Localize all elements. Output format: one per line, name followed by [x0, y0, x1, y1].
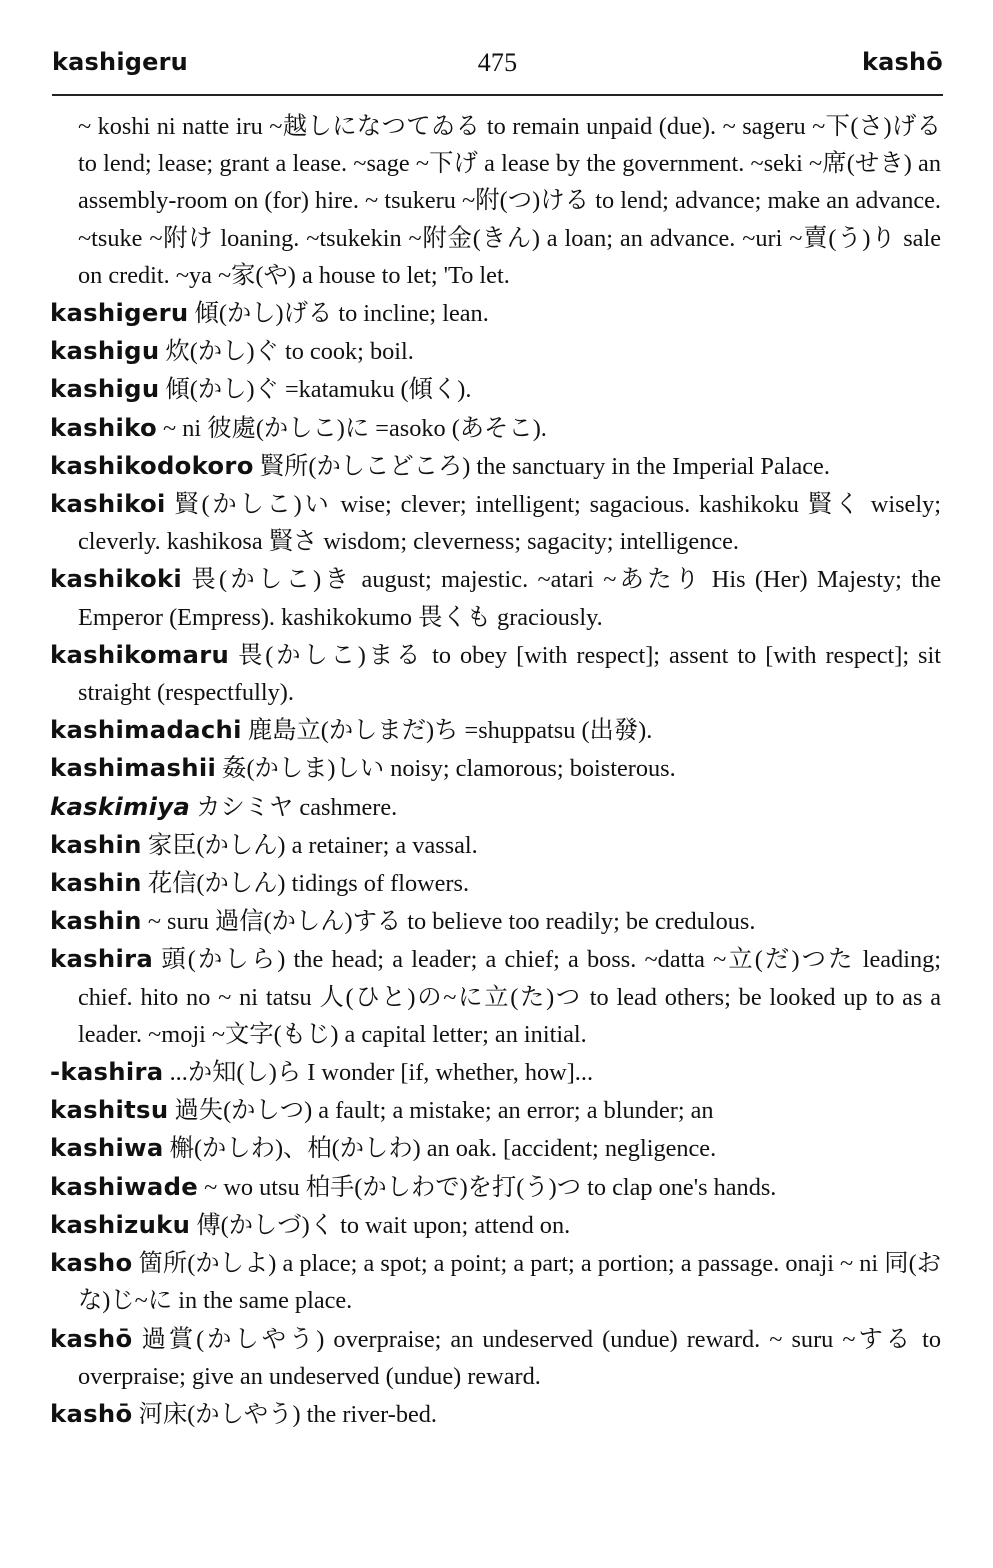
dictionary-entry	[50, 1168, 941, 1206]
dictionary-entry	[50, 1244, 941, 1319]
dictionary-entry	[50, 447, 941, 485]
dictionary-entry	[50, 902, 941, 940]
entry-text: 傅(かしづ)く to wait upon; attend on.	[190, 1211, 571, 1239]
dictionary-entry	[50, 788, 941, 826]
entry-text: ...か知(し)ら I wonder [if, whether, how]...	[163, 1059, 594, 1087]
entry-text: 過賞(かしやう) overpraise; an undeserved (undue) reward. ~ suru ~する to overpraise; give an undeserved (undue) reward.	[78, 1325, 941, 1390]
entry-headword: kashira	[50, 944, 154, 974]
dictionary-entry	[50, 826, 941, 864]
dictionary-entry	[50, 1053, 941, 1091]
entry-headword: kashō	[50, 1323, 133, 1353]
dictionary-entry	[50, 409, 941, 447]
entry-headword: kashin	[50, 868, 142, 898]
dictionary-entry	[50, 1091, 941, 1129]
header-rule	[52, 94, 943, 96]
dictionary-entry	[50, 485, 941, 560]
dictionary-entry	[50, 636, 941, 711]
dictionary-entry	[50, 1129, 941, 1167]
entry-headword: kashizuku	[50, 1209, 191, 1239]
dictionary-entry	[50, 749, 941, 787]
dictionary-entry	[50, 370, 941, 408]
running-head-right: kashō	[861, 48, 943, 76]
dictionary-entry-continuation	[50, 108, 941, 294]
entry-text: 過失(かしつ) a fault; a mistake; an error; a blunder; an	[168, 1097, 714, 1125]
entry-text: 畏(かしこ)き august; majestic. ~atari ~あたり His (Her) Majesty; the Emperor (Empress). kashikokumo 畏くも graciously.	[78, 566, 941, 631]
entry-text: 家臣(かしん) a retainer; a vassal.	[141, 831, 478, 859]
entry-text: 傾(かし)ぐ =katamuku (傾く).	[159, 376, 472, 404]
entry-headword: kashikomaru	[50, 639, 230, 669]
dictionary-entry	[50, 560, 941, 635]
entry-headword: kashikodokoro	[50, 450, 254, 480]
entry-headword: kashitsu	[50, 1095, 169, 1125]
page-header	[52, 44, 943, 84]
dictionary-entry	[50, 940, 941, 1053]
dictionary-entry	[50, 1395, 941, 1433]
entry-headword: kashin	[50, 906, 142, 936]
entry-headword: kashimashii	[50, 753, 217, 783]
page-number: 475	[477, 48, 518, 77]
entry-text: ~ wo utsu 柏手(かしわで)を打(う)つ to clap one's hands.	[198, 1173, 777, 1201]
entry-headword: kasho	[50, 1248, 133, 1278]
dictionary-entry	[50, 711, 941, 749]
entry-text: 河床(かしやう) the river-bed.	[132, 1400, 438, 1428]
entry-text: 姦(かしま)しい noisy; clamorous; boisterous.	[216, 755, 676, 783]
entry-headword: kashō	[50, 1398, 133, 1428]
entry-headword: kashiwade	[50, 1171, 199, 1201]
dictionary-entry	[50, 1206, 941, 1244]
dictionary-column	[50, 108, 941, 1433]
entry-headword: kashiko	[50, 412, 157, 442]
entry-headword: kashigeru	[50, 298, 189, 328]
entry-text: カシミヤ cashmere.	[190, 793, 398, 821]
entry-text: ~ koshi ni natte iru ~越しになつてゐる to remain unpaid (due). ~ sageru ~下(さ)げる to lend; lease; grant a lease. ~sage ~下げ a lease by the government. ~seki ~席(せき) an assembly-room on (for) hire. ~ tsukeru ~附(つ)ける to lend; advance; make an advance. ~tsuke ~附け loaning. ~tsukekin ~附金(きん) a loan; an advance. ~uri ~賣(う)り sale on credit. ~ya ~家(や) a house to let; 'To let.	[78, 113, 941, 289]
entry-text: 賢所(かしこどころ) the sanctuary in the Imperial Palace.	[253, 452, 830, 480]
entry-text: 頭(かしら) the head; a leader; a chief; a boss. ~datta ~立(だ)つた leading; chief. hito no ~ ni tatsu 人(ひと)の~に立(た)つ to lead others; be looked up to as a leader. ~moji ~文字(もじ) a capital letter; an initial.	[78, 946, 941, 1048]
dictionary-entry	[50, 864, 941, 902]
entry-headword: kashigu	[50, 374, 160, 404]
entry-text: 槲(かしわ)、柏(かしわ) an oak. [accident; negligence.	[163, 1135, 717, 1163]
entry-headword: kashikoki	[50, 564, 183, 594]
entry-text: 炊(かし)ぐ to cook; boil.	[159, 338, 414, 366]
entry-headword: kashimadachi	[50, 715, 242, 745]
entry-text: 鹿島立(かしまだ)ち =shuppatsu (出發).	[241, 717, 653, 745]
entry-headword: kashin	[50, 829, 142, 859]
entry-headword: kaskimiya	[50, 791, 191, 821]
dictionary-entry	[50, 294, 941, 332]
running-head-left: kashigeru	[52, 48, 188, 76]
entry-text: 花信(かしん) tidings of flowers.	[141, 870, 470, 898]
entry-text: 傾(かし)げる to incline; lean.	[188, 300, 489, 328]
entry-text: 畏(かしこ)まる to obey [with respect]; assent to [with respect]; sit straight (respectfully).	[78, 641, 941, 707]
dictionary-entry	[50, 332, 941, 370]
entry-headword: kashigu	[50, 336, 160, 366]
entry-headword: kashikoi	[50, 489, 166, 519]
entry-text: ~ suru 過信(かしん)する to believe too readily; be credulous.	[141, 908, 756, 936]
entry-text: 箇所(かしよ) a place; a spot; a point; a part; a portion; a passage. onaji ~ ni 同(おな)じ~に in the same place.	[78, 1250, 941, 1315]
dictionary-entry	[50, 1320, 941, 1395]
entry-text: ~ ni 彼處(かしこ)に =asoko (あそこ).	[156, 414, 547, 442]
entry-headword: -kashira	[50, 1057, 164, 1087]
entry-text: 賢(かしこ)い wise; clever; intelligent; sagacious. kashikoku 賢く wisely; cleverly. kashikosa 賢さ wisdom; cleverness; sagacity; intelligence.	[78, 491, 941, 556]
entry-headword: kashiwa	[50, 1133, 164, 1163]
